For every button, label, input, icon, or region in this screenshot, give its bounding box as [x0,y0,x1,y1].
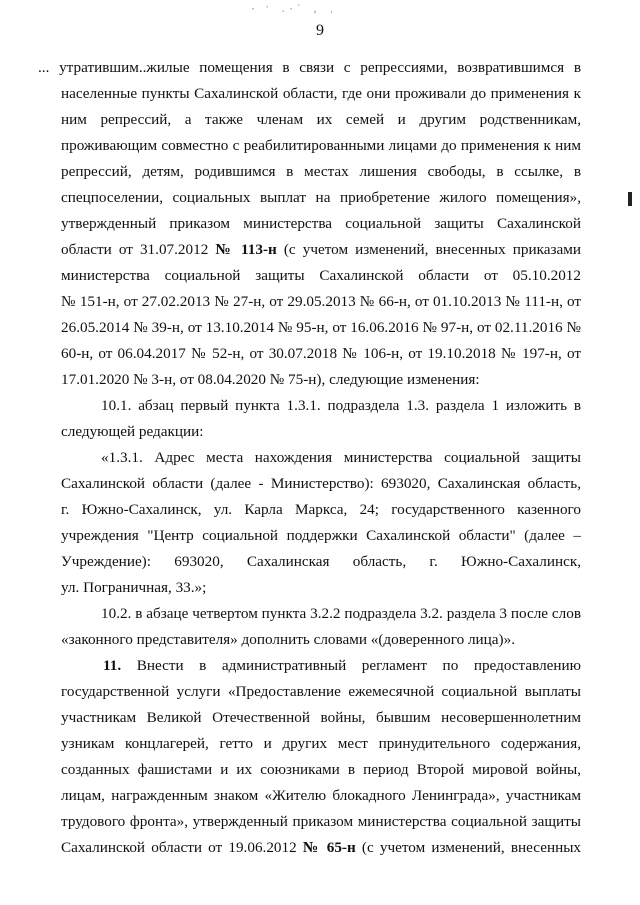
text-line: спецпоселении, социальных выплат на приобретение жилого помещения», [61,189,581,206]
text-line: «законного представителя» дополнить словами «(доверенного лица)». [61,631,515,648]
text-line: учреждения "Центр социальной поддержки Сахалинской области" (далее – [61,527,581,544]
text-line: участникам Великой Отечественной войны, бывшим несовершеннолетним [61,709,581,726]
text-line: ним репрессий, а также членам их семей и другим родственникам, [61,111,581,128]
text-line: созданных фашистами и их союзниками в период Второй мировой войны, [61,761,581,778]
text-line: ул. Пограничная, 33.»; [61,579,207,596]
scan-artifacts: · ̒ .·` , ˌ [250,4,337,15]
text-line: 17.01.2020 № 3-н, от 08.04.2020 № 75-н), следующие изменения: [61,371,480,388]
text-line: ... утратившим..жилые помещения в связи с репрессиями, возвратившимся в [38,59,581,76]
scan-edge-mark [628,192,632,206]
text-line: узникам концлагерей, гетто и других мест принудительного содержания, [61,735,581,752]
text-line: проживающим совместно с реабилитированными лицами до применения к ним [61,137,581,154]
text-line: министерства социальной защиты Сахалинской области от 05.10.2012 [61,267,581,284]
text-line: 11. Внести в административный регламент по предоставлению [103,657,581,674]
text-line: 60-н, от 06.04.2017 № 52-н, от 30.07.2018 № 106-н, от 19.10.2018 № 197-н, от [61,345,581,362]
text-line: лицам, награжденным знаком «Жителю блокадного Ленинграда», участникам [61,787,581,804]
text-line: 26.05.2014 № 39-н, от 13.10.2014 № 95-н, от 16.06.2016 № 97-н, от 02.11.2016 № [61,319,581,336]
text-line: № 151-н, от 27.02.2013 № 27-н, от 29.05.2013 № 66-н, от 01.10.2013 № 111-н, от [61,293,581,310]
text-line: г. Южно-Сахалинск, ул. Карла Маркса, 24; государственного казенного [61,501,581,518]
text-line: 10.1. абзац первый пункта 1.3.1. подраздела 1.3. раздела 1 изложить в [101,397,581,414]
text-line: населенные пункты Сахалинской области, где они проживали до применения к [61,85,581,102]
text-line: 10.2. в абзаце четвертом пункта 3.2.2 подраздела 3.2. раздела 3 после слов [101,605,581,622]
text-line: государственной услуги «Предоставление ежемесячной социальной выплаты [61,683,581,700]
text-line: следующей редакции: [61,423,204,440]
page-number: 9 [316,22,324,39]
text-line: трудового фронта», утвержденный приказом министерства социальной защиты [61,813,581,830]
text-line: Сахалинской области (далее - Министерство): 693020, Сахалинская область, [61,475,581,492]
text-line: области от 31.07.2012 № 113-н (с учетом изменений, внесенных приказами [61,241,581,258]
text-line: «1.3.1. Адрес места нахождения министерства социальной защиты [101,449,581,466]
text-line: Сахалинской области от 19.06.2012 № 65-н (с учетом изменений, внесенных [61,839,581,856]
text-line: репрессий, детям, родившимся в местах лишения свободы, в ссылке, в [61,163,581,180]
text-line: Учреждение): 693020, Сахалинская область, г. Южно-Сахалинск, [61,553,581,570]
text-line: утвержденный приказом министерства социальной защиты Сахалинской [61,215,581,232]
